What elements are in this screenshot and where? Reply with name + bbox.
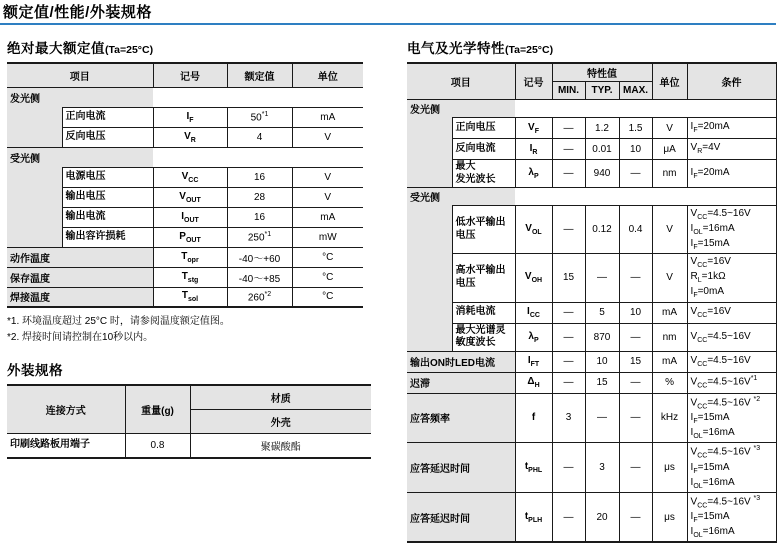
cell-unit: °C — [292, 267, 363, 287]
indent-cell — [407, 323, 452, 351]
group-label: 受光侧 — [407, 188, 515, 206]
cell-typ: 20 — [585, 492, 619, 542]
cell-unit: V — [652, 206, 687, 254]
cell-unit: V — [292, 167, 363, 187]
table-row — [7, 287, 363, 307]
cell-symbol: $T_{stg}$ — [153, 267, 227, 287]
cell-condition: $I_F=20mA$ — [687, 118, 776, 139]
left-column — [7, 37, 371, 459]
cell-symbol: $T_{opr}$ — [153, 247, 227, 267]
col-header-value: 特性值 — [552, 63, 652, 82]
cell-symbol: $V_{CC}$ — [153, 167, 227, 187]
cell-typ: — — [585, 393, 619, 443]
cell-unit: °C — [292, 287, 363, 307]
cell-weight: 0.8 — [125, 433, 190, 458]
cell-condition: $V_{CC}=4.5\sim 16V^{*1}$ — [687, 372, 776, 393]
cell-min: — — [552, 443, 585, 493]
col-header-item: 项目 — [7, 63, 153, 87]
cell-typ: 940 — [585, 160, 619, 188]
cell-unit: μs — [652, 492, 687, 542]
cell-item: 反向电流 — [452, 139, 515, 160]
cell-item: 输出容许损耗 — [62, 227, 153, 247]
cell-max: 10 — [619, 302, 652, 323]
cell-min: — — [552, 351, 585, 372]
cell-unit: V — [652, 118, 687, 139]
cell-min: — — [552, 323, 585, 351]
cell-item: 迟滞 — [407, 372, 515, 393]
exterior-header-row-1 — [7, 385, 371, 409]
indent-cell — [407, 206, 452, 254]
cell-typ: 3 — [585, 443, 619, 493]
footnote: *1. 环境温度超过 25°C 时，请参阅温度额定值图。 — [7, 316, 230, 327]
table-row — [407, 118, 776, 139]
indent-cell — [7, 107, 62, 127]
indent-cell — [407, 302, 452, 323]
indent-cell — [407, 160, 452, 188]
cell-symbol: $I_{FT}$ — [515, 351, 552, 372]
table-row — [407, 492, 776, 542]
col-header-weight: 重量(g) — [125, 385, 190, 433]
cell-max: — — [619, 323, 652, 351]
cell-rating: 250$^{*1}$ — [227, 227, 292, 247]
col-header-typ: TYP. — [585, 82, 619, 100]
cell-rating: 50$^{*1}$ — [227, 107, 292, 127]
table-row — [407, 351, 776, 372]
cell-condition: $V_{CC}=4.5\sim 16V$ $I_{OL}=16mA$ $I_F=15mA$ — [687, 206, 776, 254]
cell-item: 保存温度 — [7, 267, 153, 287]
cell-condition: $V_{CC}=4.5\sim 16V$ — [687, 323, 776, 351]
cell-item: 正向电流 — [62, 107, 153, 127]
cell-typ: 0.01 — [585, 139, 619, 160]
cell-symbol: $I_{CC}$ — [515, 302, 552, 323]
right-column — [407, 37, 776, 543]
cell-unit: V — [652, 254, 687, 302]
table-row — [407, 254, 776, 302]
cell-typ: 10 — [585, 351, 619, 372]
cell-symbol: $P_{OUT}$ — [153, 227, 227, 247]
col-header-housing: 外壳 — [190, 409, 371, 433]
cell-item: 低水平输出 电压 — [452, 206, 515, 254]
cell-item: 正向电压 — [452, 118, 515, 139]
col-header-rating: 额定值 — [227, 63, 292, 87]
exterior-section-title: 外装规格 — [7, 363, 63, 378]
cell-item: 应答延迟时间 — [407, 443, 515, 493]
cell-rating: -40～+85 — [227, 267, 292, 287]
cell-symbol: $I_R$ — [515, 139, 552, 160]
cell-rating: 28 — [227, 187, 292, 207]
cell-unit: V — [292, 127, 363, 147]
table-row — [7, 107, 363, 127]
table-row — [7, 87, 363, 107]
col-header-connection: 连接方式 — [7, 385, 125, 433]
cell-housing: 聚碳酸酯 — [190, 433, 371, 458]
col-header-symbol: 记号 — [153, 63, 227, 87]
cell-item: 最大光谱灵 敏度波长 — [452, 323, 515, 351]
cell-item: 应答延迟时间 — [407, 492, 515, 542]
cell-item: 最大 发光波长 — [452, 160, 515, 188]
elec-opt-table — [407, 62, 777, 543]
cell-unit: kHz — [652, 393, 687, 443]
cell-unit: μs — [652, 443, 687, 493]
cell-min: — — [552, 118, 585, 139]
footnote: *2. 焊接时间请控制在10秒以内。 — [7, 331, 154, 343]
table-row — [407, 188, 776, 206]
indent-cell — [7, 227, 62, 247]
col-header-item: 项目 — [407, 63, 515, 100]
table-row — [407, 160, 776, 188]
table-row — [407, 443, 776, 493]
col-header-material: 材质 — [190, 385, 371, 409]
cell-rating: 4 — [227, 127, 292, 147]
table-row — [7, 247, 363, 267]
cell-unit: nm — [652, 160, 687, 188]
cell-symbol: $V_F$ — [515, 118, 552, 139]
cell-unit: mA — [292, 107, 363, 127]
cell-max: — — [619, 393, 652, 443]
cell-item: 应答频率 — [407, 393, 515, 443]
table-row — [407, 323, 776, 351]
table-row — [407, 206, 776, 254]
elec-opt-section-title — [407, 37, 776, 57]
cell-item: 动作温度 — [7, 247, 153, 267]
cell-min: — — [552, 206, 585, 254]
indent-cell — [7, 207, 62, 227]
cell-condition: $V_{CC}=4.5\sim 16V$ $^{*3}$ $I_F=15mA$ $I_{OL}=16mA$ — [687, 443, 776, 493]
cell-condition: $V_{CC}=4.5\sim 16V$ — [687, 351, 776, 372]
table-row — [7, 167, 363, 187]
cell-unit: μA — [652, 139, 687, 160]
cell-max: — — [619, 254, 652, 302]
cell-min: — — [552, 160, 585, 188]
cell-unit: V — [292, 187, 363, 207]
table-row — [407, 393, 776, 443]
cell-symbol: $\lambda_P$ — [515, 323, 552, 351]
cell-typ: 1.2 — [585, 118, 619, 139]
cell-unit: mW — [292, 227, 363, 247]
group-label: 发光侧 — [407, 100, 515, 118]
cell-condition: $V_{CC}=16V$ — [687, 302, 776, 323]
cell-item: 消耗电流 — [452, 302, 515, 323]
table-row — [7, 207, 363, 227]
group-rest — [153, 147, 363, 167]
cell-typ: 0.12 — [585, 206, 619, 254]
cell-rating: 16 — [227, 207, 292, 227]
group-rest — [153, 87, 363, 107]
cell-unit: mA — [652, 302, 687, 323]
cell-item: 焊接温度 — [7, 287, 153, 307]
cell-max: 0.4 — [619, 206, 652, 254]
cell-max: — — [619, 443, 652, 493]
cell-symbol: $V_R$ — [153, 127, 227, 147]
footnotes — [7, 314, 371, 345]
table-row — [7, 187, 363, 207]
cell-typ: 870 — [585, 323, 619, 351]
table-row — [407, 302, 776, 323]
cell-symbol: $t_{PHL}$ — [515, 443, 552, 493]
cell-max: — — [619, 492, 652, 542]
cell-max: — — [619, 160, 652, 188]
cell-max: — — [619, 372, 652, 393]
cell-condition: $V_{CC}=4.5\sim 16V$ $^{*3}$ $I_F=15mA$ $I_{OL}=16mA$ — [687, 492, 776, 542]
cell-condition: $V_{CC}=4.5\sim 16V$ $^{*2}$ $I_F=15mA$ $I_{OL}=16mA$ — [687, 393, 776, 443]
col-header-unit: 单位 — [652, 63, 687, 100]
abs-max-table — [7, 62, 363, 308]
elec-opt-title-text: 电气及光学特性 — [407, 41, 505, 56]
cell-item: 电源电压 — [62, 167, 153, 187]
cell-symbol: $V_{OL}$ — [515, 206, 552, 254]
cell-unit: mA — [292, 207, 363, 227]
cell-unit: °C — [292, 247, 363, 267]
page-title: 额定值/性能/外装规格 — [3, 4, 152, 21]
cell-item: 高水平输出 电压 — [452, 254, 515, 302]
cell-connection: 印刷线路板用端子 — [7, 433, 125, 458]
cell-symbol: $I_{OUT}$ — [153, 207, 227, 227]
table-row — [7, 127, 363, 147]
table-row — [7, 147, 363, 167]
cell-rating: -40～+60 — [227, 247, 292, 267]
cell-item: 输出电流 — [62, 207, 153, 227]
cell-item: 反向电压 — [62, 127, 153, 147]
cell-typ: 5 — [585, 302, 619, 323]
cell-max: 1.5 — [619, 118, 652, 139]
cell-unit: mA — [652, 351, 687, 372]
group-rest — [515, 100, 776, 118]
cell-min: — — [552, 372, 585, 393]
indent-cell — [7, 187, 62, 207]
cell-condition: $V_{CC}=16V$ $R_L=1k\Omega$ $I_F=0mA$ — [687, 254, 776, 302]
cell-symbol: $\lambda_P$ — [515, 160, 552, 188]
elec-opt-title-suffix: (Ta=25°C) — [505, 44, 554, 56]
cell-symbol: $V_{OH}$ — [515, 254, 552, 302]
group-rest — [515, 188, 776, 206]
cell-min: — — [552, 492, 585, 542]
cell-symbol: $I_F$ — [153, 107, 227, 127]
cell-typ: — — [585, 254, 619, 302]
cell-symbol: $\Delta_H$ — [515, 372, 552, 393]
abs-max-header-row — [7, 63, 363, 87]
cell-typ: 15 — [585, 372, 619, 393]
cell-rating: 16 — [227, 167, 292, 187]
col-header-symbol: 记号 — [515, 63, 552, 100]
cell-item: 输出电压 — [62, 187, 153, 207]
table-row — [7, 227, 363, 247]
table-row — [407, 139, 776, 160]
cell-unit: nm — [652, 323, 687, 351]
indent-cell — [7, 127, 62, 147]
cell-symbol: $t_{PLH}$ — [515, 492, 552, 542]
group-label: 受光侧 — [7, 147, 153, 167]
col-header-unit: 单位 — [292, 63, 363, 87]
abs-max-section-title — [7, 37, 371, 57]
abs-max-title-suffix: (Ta=25°C) — [105, 44, 154, 56]
table-row — [7, 433, 371, 458]
cell-rating: 260$^{*2}$ — [227, 287, 292, 307]
cell-max: 15 — [619, 351, 652, 372]
exterior-table — [7, 384, 371, 459]
group-label: 发光侧 — [7, 87, 153, 107]
cell-condition: $V_R=4V$ — [687, 139, 776, 160]
indent-cell — [7, 167, 62, 187]
indent-cell — [407, 118, 452, 139]
cell-item: 输出ON时LED电流 — [407, 351, 515, 372]
elec-opt-header-row-1 — [407, 63, 776, 82]
title-accent-rule — [0, 23, 776, 25]
cell-min: — — [552, 302, 585, 323]
cell-min: 15 — [552, 254, 585, 302]
cell-symbol: f — [515, 393, 552, 443]
cell-min: 3 — [552, 393, 585, 443]
cell-unit: % — [652, 372, 687, 393]
cell-min: — — [552, 139, 585, 160]
indent-cell — [407, 139, 452, 160]
table-row — [407, 372, 776, 393]
table-row — [7, 267, 363, 287]
table-row — [407, 100, 776, 118]
cell-max: 10 — [619, 139, 652, 160]
indent-cell — [407, 254, 452, 302]
cell-symbol: $V_{OUT}$ — [153, 187, 227, 207]
col-header-min: MIN. — [552, 82, 585, 100]
abs-max-title-text: 绝对最大额定值 — [7, 41, 105, 56]
col-header-max: MAX. — [619, 82, 652, 100]
cell-symbol: $T_{sol}$ — [153, 287, 227, 307]
cell-condition: $I_F=20mA$ — [687, 160, 776, 188]
col-header-condition: 条件 — [687, 63, 776, 100]
